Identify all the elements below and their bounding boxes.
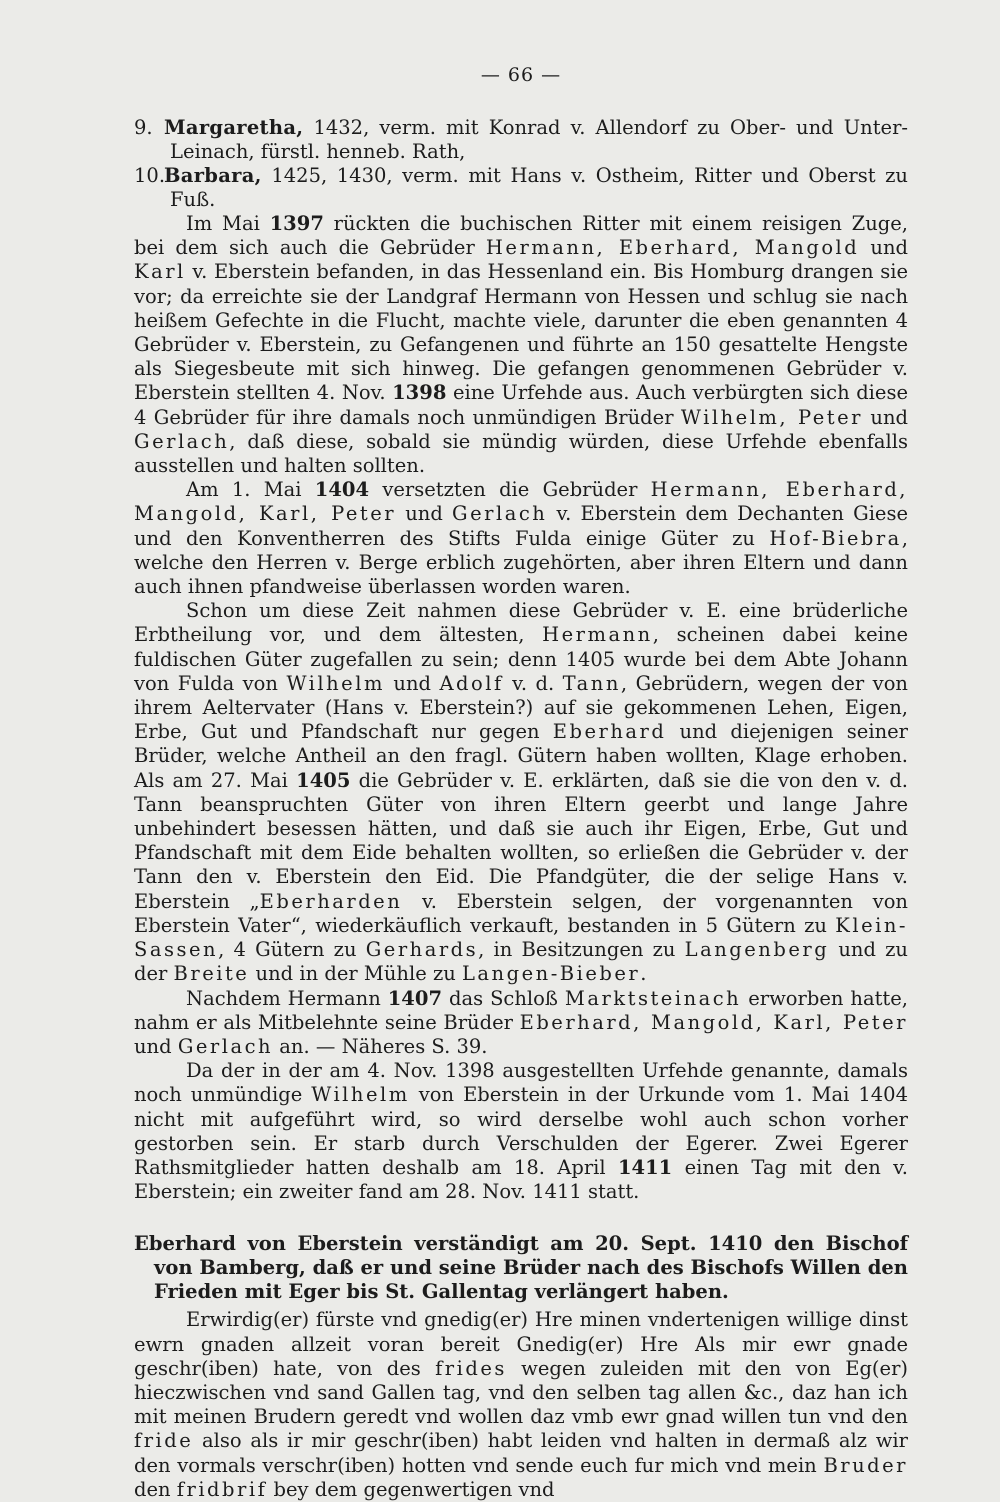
paragraph-1397 — [134, 212, 908, 478]
text-run: und diejenigen seiner Brüder, welche Antheil an den fragl. Gütern haben wollten, Klage erhoben. Als am 27. Mai — [134, 720, 908, 792]
text-run: einen Tag mit den v. Eberstein; ein zweiter fand am 28. Nov. 1411 statt. — [134, 1155, 908, 1204]
spaced-name: Gerlach — [134, 429, 230, 453]
spaced-name: Langen-Bieber — [461, 962, 641, 986]
text-run: den — [134, 1477, 177, 1501]
text-run: wegen zuleiden mit den von Eg(er) hieczwischen vnd sand Gallen tag, vnd den selben tag allen &c., daz han ich mit meinen Brudern geredt vnd wollen daz vmb ewr gnad willen tun vnd den — [134, 1356, 909, 1429]
year-bold: 1397 — [269, 212, 324, 235]
entry-number: 10. — [134, 164, 166, 187]
spaced-name: Hermann, Eberhard, Mangold — [485, 236, 860, 260]
text-run: rückten die buchischen Ritter mit einem reisigen Zuge, bei dem sich auch die Gebrüder — [134, 212, 908, 260]
spaced-name: Hermann, Eberhard, Mangold, Karl, Peter — [134, 478, 908, 526]
year-bold: 1398 — [392, 381, 447, 405]
text-run: und — [859, 236, 909, 260]
paragraph-1404 — [134, 478, 908, 599]
paragraph-1405 — [134, 599, 908, 986]
page-number: — 66 — — [480, 64, 562, 86]
text-run: v. Eberstein befanden, in das Hessenland ein. Bis Homburg drangen sie vor; da erreichte sie der Landgraf Hermann von Hessen und schlug sie nach heißem Gefechte in die Flucht, machte viele, darunter die eben genannten 4 Gebrüder v. Eberstein, zu Gefangenen und führte an 150 gesattelte Hengste als Siegesbeute mit sich hinweg. Die gefangen genommenen Gebrüder v. Eberstein stellten 4. Nov. — [134, 260, 908, 405]
spaced-name: Wilhelm — [311, 1083, 410, 1107]
spaced-name: Breite — [173, 962, 250, 986]
paragraph-1411 — [134, 1059, 908, 1204]
spaced-name: Hermann — [542, 623, 653, 647]
spaced-name: Eberhard — [552, 720, 667, 744]
text-run: versetzten die Gebrüder — [369, 478, 651, 502]
text-run: v. Eberstein dem Dechanten Giese und den Konventherren des Stifts Fulda einige Güter zu — [134, 502, 909, 550]
text-run: Im Mai — [186, 212, 270, 235]
text-run: das Schloß — [442, 986, 565, 1010]
text-run: Schon um diese Zeit nahmen diese Gebrüder v. E. eine brüderliche Erbtheilung vor, und dem ältesten, — [134, 599, 908, 647]
text-run: von Eberstein in der Urkunde vom 1. Mai 1404 nicht mit aufgeführt wird, so wird derselbe wohl auch schon vorher gestorben sein. Er starb durch Verschulden der Egerer. Zwei Egerer Rathsmitglieder hatten deshalb am 18. April — [134, 1083, 908, 1179]
spaced-name: Hof-Biebra — [769, 526, 902, 550]
text-run: , 4 Gütern zu — [218, 938, 366, 962]
year-bold: 1405 — [296, 768, 351, 792]
year-bold: 1404 — [314, 478, 370, 502]
spaced-word: fridbrif — [176, 1477, 268, 1501]
genealogy-entry-9 — [134, 116, 908, 164]
text-run: Da der in der am 4. Nov. 1398 ausgestellten Urfehde genannte, damals noch unmündige — [134, 1059, 908, 1107]
entry-name: Barbara, — [164, 164, 262, 187]
spaced-word: fride — [134, 1429, 194, 1453]
text-run: und — [396, 502, 453, 526]
text-run: und zu der — [134, 938, 908, 986]
spaced-name: Gerhards — [365, 938, 479, 962]
spaced-name: Gerlach — [177, 1034, 274, 1058]
text-run: , daß diese, sobald sie mündig würden, diese Urfehde ebenfalls ausstellen und halten sollten. — [134, 429, 908, 478]
text-run: und — [384, 671, 440, 695]
spaced-word: Bruder — [823, 1453, 908, 1477]
spaced-name: Wilhelm, Peter — [680, 405, 863, 429]
section-heading: Eberhard von Eberstein verständigt am 20. Sept. 1410 den Bischof von Bamberg, daß er und seine Brüder nach des Bischofs Willen den Frieden mit Eger bis St. Gallentag verlängert haben. — [134, 1232, 908, 1304]
spaced-name: Marktsteinach — [564, 986, 742, 1010]
text-run: eine Urfehde aus. Auch verbürgten sich diese 4 Gebrüder für ihre damals noch unmündigen Brüder — [134, 381, 908, 429]
spaced-name: Adolf — [439, 671, 504, 695]
text-run: v. Eberstein selgen, der vorgenannten von Eberstein Vater“, wiederkäuflich verkauft, bestanden in 5 Gütern zu — [134, 889, 908, 937]
paragraph-1407 — [134, 987, 908, 1060]
spaced-name: Eberhard, Mangold, Karl, Peter — [519, 1010, 908, 1034]
text-run: , in Besitzungen zu — [478, 938, 685, 962]
year-bold: 1411 — [617, 1155, 673, 1179]
entry-text: 1432, verm. mit Konrad v. Allendorf zu Ober- und Unter-Leinach, fürstl. henneb. Rath, — [170, 116, 908, 163]
text-run: Am 1. Mai — [186, 478, 315, 502]
spaced-name: Eberharden — [259, 889, 403, 913]
text-run: v. d. — [503, 671, 563, 695]
text-run: erworben hatte, nahm er als Mitbelehnte seine Brüder — [134, 986, 908, 1034]
spaced-name: Klein-Sassen — [134, 913, 908, 962]
genealogy-entry-10 — [134, 164, 908, 212]
year-bold: 1407 — [387, 986, 443, 1010]
text-run: Erwirdig(er) fürste vnd gnedig(er) Hre minen vndertenigen willige dinst ewrn gnaden allzeit voran bereit Gnedig(er) Hre Als mir ewr gnade geschr(iben) hate, von des — [134, 1308, 908, 1380]
document-transcription — [134, 1308, 908, 1502]
text-run: und in der Mühle zu — [249, 962, 462, 986]
text-run: an. — Näheres S. 39. — [273, 1034, 488, 1058]
spaced-name: Gerlach — [452, 502, 548, 526]
entry-name: Margaretha, — [164, 116, 304, 139]
text-run: , Gebrüdern, wegen der von ihrem Aeltervater (Hans v. Eberstein?) auf sie gekommenen Lehen, Eigen, Erbe, Gut und Pfandschaft nur gegen — [134, 671, 908, 744]
text-run: und — [134, 1034, 178, 1058]
text-run: . — [640, 962, 647, 986]
entry-text: 1425, 1430, verm. mit Hans v. Ostheim, Ritter und Oberst zu Fuß. — [170, 164, 908, 211]
spaced-name: Langenberg — [684, 938, 830, 962]
entry-number: 9. — [134, 116, 153, 139]
spaced-name: Tann — [562, 671, 621, 695]
text-run: also als ir mir geschr(iben) habt leiden vnd halten in dermaß alz wir den vormals verschr(iben) hotten vnd sende euch fur mich vnd mein — [134, 1429, 908, 1477]
spaced-name: Karl — [134, 260, 186, 284]
text-run: Nachdem Hermann — [186, 986, 388, 1010]
text-run: , scheinen dabei keine fuldischen Güter zugefallen zu sein; denn 1405 wurde bei dem Abte Johann von Fulda von — [134, 623, 909, 695]
text-run: , welche den Herren v. Berge erblich zugehörten, aber ihren Eltern und dann auch ihnen pfandweise überlassen worden waren. — [134, 526, 908, 599]
spaced-word: frides — [435, 1356, 507, 1380]
spaced-name: Wilhelm — [286, 671, 385, 695]
text-run: bey dem gegenwertigen vnd — [267, 1477, 555, 1501]
text-run: und — [863, 405, 908, 429]
genealogy-list — [134, 116, 908, 212]
text-run: die Gebrüder v. E. erklärten, daß sie die von den v. d. Tann beanspruchten Güter von ihren Eltern geerbt und lange Jahre unbehindert besessen hätten, und daß sie auch ihr Eigen, Erbe, Gut und Pfandschaft mit dem Eide behalten wollten, so erließen die Gebrüder v. der Tann den v. Eberstein den Eid. Die Pfandgüter, die der selige Hans v. Eberstein „ — [134, 768, 908, 913]
